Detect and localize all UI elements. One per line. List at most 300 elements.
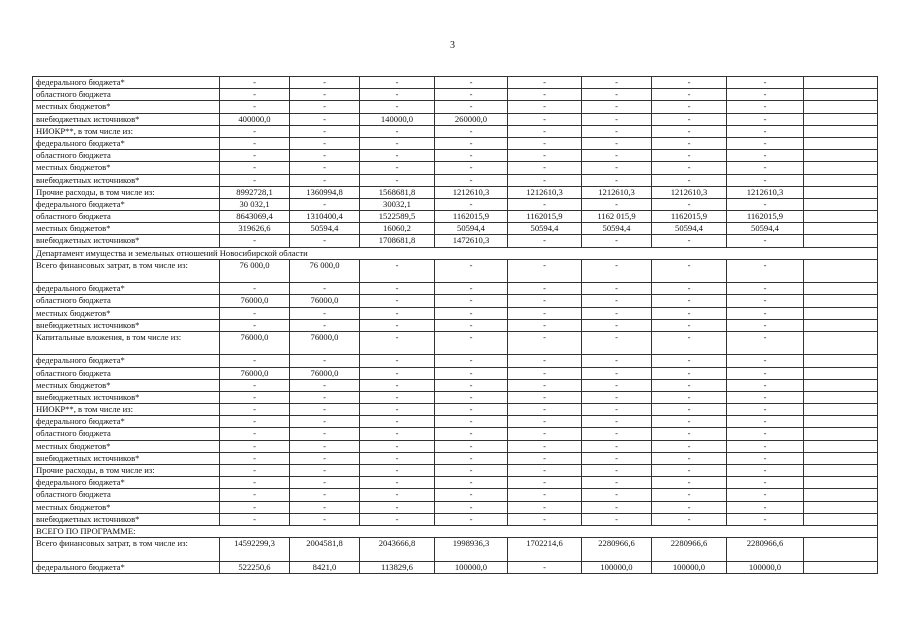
value-cell: - (435, 198, 508, 210)
value-cell (804, 379, 878, 391)
page-number: 3 (450, 40, 455, 51)
value-cell (804, 235, 878, 247)
value-cell: 76000,0 (290, 331, 360, 354)
value-cell: - (220, 452, 290, 464)
value-cell (804, 283, 878, 295)
value-cell: - (220, 235, 290, 247)
value-cell: - (435, 465, 508, 477)
value-cell: - (582, 259, 652, 282)
value-cell: - (582, 513, 652, 525)
value-cell: - (727, 404, 804, 416)
value-cell: 522250,6 (220, 561, 290, 573)
value-cell: - (652, 307, 727, 319)
value-cell: - (360, 416, 435, 428)
table-row (33, 211, 878, 223)
value-cell: - (582, 198, 652, 210)
table-row (33, 162, 878, 174)
value-cell: 30032,1 (360, 198, 435, 210)
value-cell: - (435, 137, 508, 149)
value-cell: - (435, 259, 508, 282)
value-cell: 50594,4 (508, 223, 582, 235)
value-cell: 8643069,4 (220, 211, 290, 223)
value-cell: - (435, 307, 508, 319)
value-cell: - (290, 235, 360, 247)
value-cell: - (435, 355, 508, 367)
value-cell: - (582, 489, 652, 501)
value-cell: - (435, 295, 508, 307)
funding-table (32, 76, 878, 574)
value-cell: - (220, 355, 290, 367)
value-cell: - (508, 235, 582, 247)
value-cell (804, 211, 878, 223)
value-cell: - (360, 137, 435, 149)
value-cell: - (360, 379, 435, 391)
value-cell: - (652, 259, 727, 282)
value-cell: - (727, 101, 804, 113)
value-cell: - (290, 379, 360, 391)
value-cell (804, 162, 878, 174)
value-cell: - (290, 307, 360, 319)
value-cell: - (508, 465, 582, 477)
value-cell: - (727, 162, 804, 174)
value-cell: - (220, 391, 290, 403)
value-cell (804, 150, 878, 162)
value-cell: - (582, 113, 652, 125)
value-cell (804, 391, 878, 403)
table-row (33, 319, 878, 331)
value-cell: - (727, 235, 804, 247)
table-row (33, 174, 878, 186)
table-row (33, 186, 878, 198)
table-row (33, 440, 878, 452)
value-cell: - (582, 319, 652, 331)
value-cell: - (220, 283, 290, 295)
row-label: Всего финансовых затрат, в том числе из: (33, 538, 220, 561)
value-cell: - (360, 477, 435, 489)
value-cell: 2004581,8 (290, 538, 360, 561)
value-cell: - (508, 331, 582, 354)
value-cell (804, 440, 878, 452)
value-cell: - (727, 113, 804, 125)
value-cell: - (508, 561, 582, 573)
value-cell (804, 428, 878, 440)
value-cell: - (290, 477, 360, 489)
value-cell: - (727, 198, 804, 210)
value-cell (804, 113, 878, 125)
value-cell (804, 125, 878, 137)
value-cell: - (582, 404, 652, 416)
value-cell: 76 000,0 (220, 259, 290, 282)
value-cell: - (652, 367, 727, 379)
value-cell: - (360, 331, 435, 354)
value-cell: - (727, 416, 804, 428)
value-cell (804, 489, 878, 501)
value-cell: - (508, 198, 582, 210)
table-row (33, 89, 878, 101)
value-cell (804, 367, 878, 379)
value-cell: - (582, 331, 652, 354)
value-cell: - (652, 113, 727, 125)
value-cell: - (435, 283, 508, 295)
value-cell: - (727, 89, 804, 101)
value-cell: - (435, 404, 508, 416)
value-cell: - (508, 489, 582, 501)
value-cell: - (727, 259, 804, 282)
row-label: внебюджетных источников* (33, 319, 220, 331)
value-cell: - (360, 391, 435, 403)
value-cell: - (508, 404, 582, 416)
row-label: Всего финансовых затрат, в том числе из: (33, 259, 220, 282)
value-cell: - (360, 501, 435, 513)
value-cell: 1708681,8 (360, 235, 435, 247)
table-row (33, 538, 878, 561)
section-title: ВСЕГО ПО ПРОГРАММЕ: (33, 525, 878, 537)
value-cell: - (652, 150, 727, 162)
value-cell: 1568681,8 (360, 186, 435, 198)
value-cell: 16060,2 (360, 223, 435, 235)
value-cell: 50594,4 (435, 223, 508, 235)
value-cell: - (290, 452, 360, 464)
value-cell: - (582, 367, 652, 379)
value-cell (804, 404, 878, 416)
value-cell: - (435, 513, 508, 525)
value-cell: - (582, 283, 652, 295)
value-cell: - (435, 89, 508, 101)
value-cell: 1162 015,9 (582, 211, 652, 223)
value-cell: - (290, 101, 360, 113)
table-row (33, 416, 878, 428)
table-row (33, 137, 878, 149)
value-cell: - (220, 379, 290, 391)
row-label: областного бюджета (33, 150, 220, 162)
value-cell: 50594,4 (290, 223, 360, 235)
row-label: внебюджетных источников* (33, 452, 220, 464)
value-cell: - (360, 355, 435, 367)
table-row (33, 379, 878, 391)
value-cell (804, 355, 878, 367)
value-cell: - (727, 137, 804, 149)
value-cell: - (652, 391, 727, 403)
value-cell: - (220, 137, 290, 149)
value-cell: - (727, 174, 804, 186)
value-cell: 1472610,3 (435, 235, 508, 247)
value-cell (804, 259, 878, 282)
value-cell: - (652, 162, 727, 174)
value-cell: - (727, 477, 804, 489)
value-cell: 76000,0 (290, 295, 360, 307)
value-cell: - (220, 416, 290, 428)
value-cell: - (652, 198, 727, 210)
row-label: внебюджетных источников* (33, 174, 220, 186)
row-label: Капитальные вложения, в том числе из: (33, 331, 220, 354)
value-cell: - (220, 404, 290, 416)
value-cell: - (582, 477, 652, 489)
value-cell (804, 137, 878, 149)
value-cell: - (508, 452, 582, 464)
value-cell: - (435, 174, 508, 186)
table-row (33, 198, 878, 210)
value-cell: - (582, 465, 652, 477)
value-cell: - (652, 404, 727, 416)
row-label: местных бюджетов* (33, 379, 220, 391)
value-cell: 76000,0 (220, 295, 290, 307)
table-row (33, 150, 878, 162)
value-cell: - (727, 379, 804, 391)
value-cell: 1360994,8 (290, 186, 360, 198)
value-cell: - (435, 391, 508, 403)
row-label: НИОКР**, в том числе из: (33, 125, 220, 137)
value-cell: - (652, 489, 727, 501)
value-cell: - (508, 428, 582, 440)
value-cell: - (582, 235, 652, 247)
value-cell: - (290, 174, 360, 186)
value-cell: - (727, 355, 804, 367)
table-row (33, 489, 878, 501)
value-cell: - (508, 283, 582, 295)
value-cell: 1162015,9 (508, 211, 582, 223)
value-cell: - (220, 174, 290, 186)
value-cell: - (508, 101, 582, 113)
value-cell: - (220, 89, 290, 101)
value-cell: 319626,6 (220, 223, 290, 235)
row-label: местных бюджетов* (33, 501, 220, 513)
table-row (33, 367, 878, 379)
value-cell: - (652, 174, 727, 186)
value-cell: - (508, 259, 582, 282)
value-cell: - (360, 283, 435, 295)
section-header-row (33, 525, 878, 537)
value-cell: - (508, 440, 582, 452)
row-label: областного бюджета (33, 89, 220, 101)
value-cell: - (290, 77, 360, 89)
value-cell: 1212610,3 (652, 186, 727, 198)
row-label: НИОКР**, в том числе из: (33, 404, 220, 416)
value-cell: - (652, 89, 727, 101)
value-cell: - (652, 355, 727, 367)
table-row (33, 501, 878, 513)
value-cell: - (360, 162, 435, 174)
value-cell: 1522589,5 (360, 211, 435, 223)
value-cell: - (435, 101, 508, 113)
value-cell: - (435, 489, 508, 501)
value-cell: 50594,4 (652, 223, 727, 235)
table-row (33, 77, 878, 89)
value-cell: - (220, 489, 290, 501)
row-label: Прочие расходы, в том числе из: (33, 186, 220, 198)
value-cell (804, 452, 878, 464)
value-cell (804, 198, 878, 210)
value-cell (804, 561, 878, 573)
table-row (33, 477, 878, 489)
value-cell: - (727, 125, 804, 137)
value-cell: - (582, 416, 652, 428)
value-cell: - (360, 101, 435, 113)
value-cell: - (582, 77, 652, 89)
row-label: местных бюджетов* (33, 307, 220, 319)
table-row (33, 404, 878, 416)
value-cell: - (435, 331, 508, 354)
value-cell: - (290, 150, 360, 162)
value-cell: - (435, 416, 508, 428)
value-cell: - (290, 440, 360, 452)
value-cell: 1162015,9 (435, 211, 508, 223)
value-cell: 8992728,1 (220, 186, 290, 198)
value-cell: - (652, 101, 727, 113)
value-cell: - (652, 319, 727, 331)
value-cell: - (582, 162, 652, 174)
value-cell: - (582, 137, 652, 149)
value-cell: - (727, 489, 804, 501)
value-cell: 400000,0 (220, 113, 290, 125)
value-cell: - (508, 89, 582, 101)
row-label: федерального бюджета* (33, 477, 220, 489)
value-cell (804, 465, 878, 477)
value-cell: - (652, 295, 727, 307)
section-header-row (33, 247, 878, 259)
value-cell: - (435, 162, 508, 174)
value-cell: - (360, 404, 435, 416)
value-cell: - (435, 477, 508, 489)
value-cell: - (290, 113, 360, 125)
value-cell: - (360, 489, 435, 501)
table-row (33, 307, 878, 319)
value-cell: - (727, 391, 804, 403)
value-cell: - (652, 428, 727, 440)
value-cell: - (360, 89, 435, 101)
value-cell: - (582, 355, 652, 367)
value-cell: 76000,0 (220, 331, 290, 354)
value-cell: - (508, 77, 582, 89)
value-cell: - (508, 416, 582, 428)
value-cell: - (652, 125, 727, 137)
value-cell: - (508, 379, 582, 391)
value-cell: - (290, 513, 360, 525)
value-cell: - (582, 428, 652, 440)
value-cell (804, 319, 878, 331)
value-cell: - (360, 77, 435, 89)
value-cell: 50594,4 (727, 223, 804, 235)
value-cell: - (652, 77, 727, 89)
value-cell: - (652, 235, 727, 247)
value-cell (804, 501, 878, 513)
value-cell: - (582, 89, 652, 101)
value-cell: - (290, 89, 360, 101)
value-cell: - (360, 319, 435, 331)
row-label: местных бюджетов* (33, 101, 220, 113)
value-cell: - (360, 174, 435, 186)
value-cell: - (652, 440, 727, 452)
value-cell: - (290, 162, 360, 174)
value-cell: 100000,0 (435, 561, 508, 573)
value-cell: - (582, 379, 652, 391)
value-cell: - (220, 125, 290, 137)
value-cell: - (508, 319, 582, 331)
value-cell: - (360, 150, 435, 162)
value-cell (804, 174, 878, 186)
value-cell: - (220, 501, 290, 513)
value-cell: - (652, 137, 727, 149)
row-label: Прочие расходы, в том числе из: (33, 465, 220, 477)
value-cell (804, 513, 878, 525)
value-cell: - (508, 367, 582, 379)
value-cell: - (290, 283, 360, 295)
value-cell: 2280966,6 (652, 538, 727, 561)
value-cell: - (727, 367, 804, 379)
row-label: местных бюджетов* (33, 223, 220, 235)
table-row (33, 113, 878, 125)
row-label: областного бюджета (33, 489, 220, 501)
table-row (33, 283, 878, 295)
value-cell: - (652, 416, 727, 428)
row-label: федерального бюджета* (33, 77, 220, 89)
row-label: федерального бюджета* (33, 561, 220, 573)
value-cell: 76 000,0 (290, 259, 360, 282)
row-label: областного бюджета (33, 367, 220, 379)
value-cell: - (360, 513, 435, 525)
value-cell: - (360, 307, 435, 319)
value-cell: 1212610,3 (582, 186, 652, 198)
value-cell: - (290, 355, 360, 367)
value-cell: 50594,4 (582, 223, 652, 235)
value-cell: - (360, 465, 435, 477)
value-cell: 1162015,9 (652, 211, 727, 223)
value-cell: 1310400,4 (290, 211, 360, 223)
value-cell: - (727, 428, 804, 440)
value-cell: - (582, 295, 652, 307)
value-cell: - (435, 125, 508, 137)
table-body (33, 77, 878, 574)
value-cell (804, 331, 878, 354)
table-row (33, 223, 878, 235)
value-cell: - (435, 428, 508, 440)
value-cell: - (508, 174, 582, 186)
value-cell: - (582, 307, 652, 319)
value-cell: - (290, 489, 360, 501)
value-cell: 100000,0 (582, 561, 652, 573)
row-label: областного бюджета (33, 428, 220, 440)
value-cell: - (220, 307, 290, 319)
table-row (33, 125, 878, 137)
value-cell: 76000,0 (220, 367, 290, 379)
value-cell: - (435, 452, 508, 464)
value-cell: - (290, 137, 360, 149)
value-cell (804, 295, 878, 307)
value-cell: - (508, 113, 582, 125)
table-row (33, 465, 878, 477)
value-cell: 2280966,6 (582, 538, 652, 561)
value-cell: - (508, 307, 582, 319)
value-cell: 1162015,9 (727, 211, 804, 223)
value-cell: - (290, 391, 360, 403)
value-cell: 100000,0 (652, 561, 727, 573)
value-cell: - (290, 416, 360, 428)
value-cell: - (582, 174, 652, 186)
value-cell: - (727, 295, 804, 307)
value-cell: - (290, 428, 360, 440)
table-row (33, 355, 878, 367)
value-cell: - (435, 150, 508, 162)
row-label: местных бюджетов* (33, 440, 220, 452)
value-cell: - (435, 77, 508, 89)
row-label: федерального бюджета* (33, 198, 220, 210)
row-label: федерального бюджета* (33, 283, 220, 295)
value-cell: - (727, 452, 804, 464)
value-cell: - (435, 379, 508, 391)
table-row (33, 331, 878, 354)
value-cell: 1212610,3 (727, 186, 804, 198)
table-row (33, 391, 878, 403)
value-cell: - (652, 501, 727, 513)
